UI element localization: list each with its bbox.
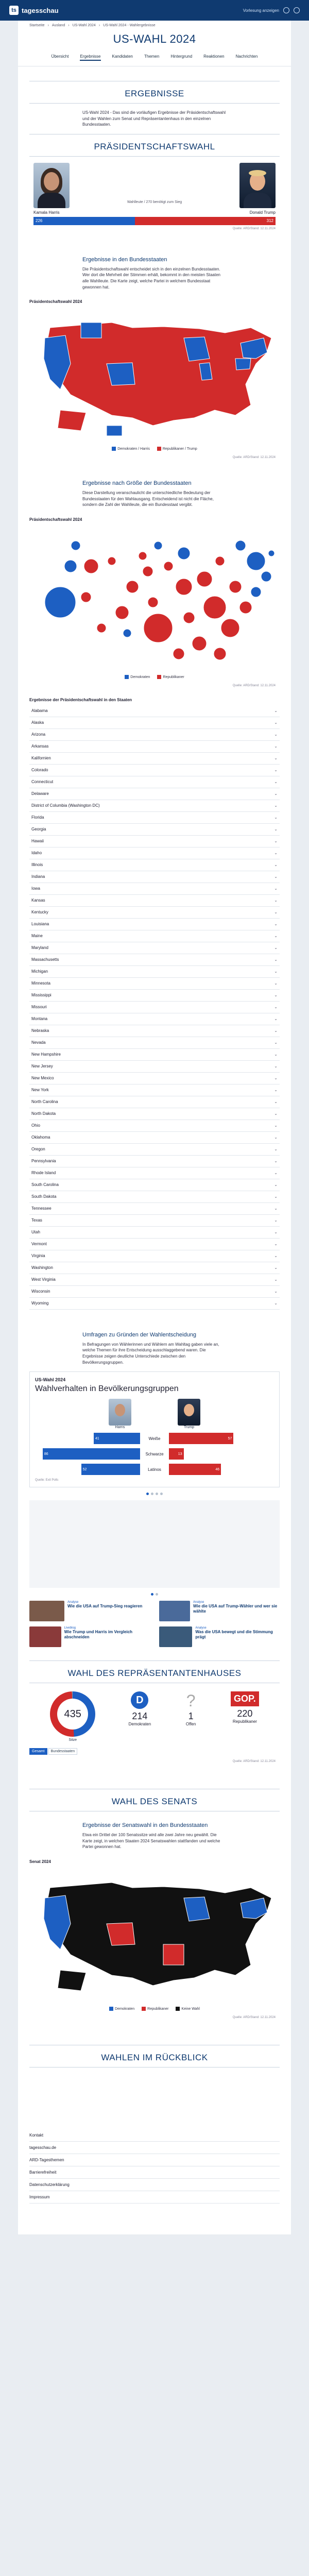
state-row[interactable] bbox=[29, 1286, 280, 1298]
state-row[interactable] bbox=[29, 990, 280, 1002]
state-name: Maine bbox=[31, 934, 43, 939]
footer-link[interactable]: Barrierefreiheit bbox=[29, 2166, 280, 2179]
chevron-down-icon: ⌄ bbox=[274, 768, 278, 773]
state-row[interactable] bbox=[29, 1298, 280, 1310]
chevron-down-icon: ⌄ bbox=[274, 1194, 278, 1199]
breadcrumb-item: US-Wahl 2024 - Wahlergebnisse bbox=[103, 24, 156, 27]
chevron-down-icon: ⌄ bbox=[274, 1218, 278, 1223]
chevron-down-icon: ⌄ bbox=[274, 1123, 278, 1128]
survey-row-label: Weiße bbox=[148, 1436, 161, 1441]
state-row[interactable] bbox=[29, 1179, 280, 1191]
survey-left-name: Harris bbox=[115, 1426, 125, 1430]
state-name: Hawaii bbox=[31, 839, 44, 844]
state-row[interactable] bbox=[29, 1096, 280, 1108]
state-name: Arkansas bbox=[31, 744, 49, 749]
state-row[interactable] bbox=[29, 1203, 280, 1215]
survey-text: Umfragen zu Gründen der Wahlentscheidung In Befragungen von Wählerinnen und Wählern am Wahltag gaben viele an, welche Themen für ihre Entscheidung ausschlaggebend waren. Die Ergebnisse zeigen deutliche Unterschiede zwischen den Bevölkerungsgruppen. bbox=[82, 1331, 219, 1365]
chevron-down-icon: ⌄ bbox=[274, 708, 278, 714]
dem-votes: 226 bbox=[36, 218, 43, 224]
chevron-down-icon: ⌄ bbox=[274, 1253, 278, 1259]
state-name: Vermont bbox=[31, 1242, 47, 1247]
source-note: Quelle: ARD/Stand: 12.11.2024 bbox=[232, 2015, 276, 2019]
state-name: Texas bbox=[31, 1218, 42, 1223]
us-state-map[interactable] bbox=[29, 307, 280, 454]
footer-link[interactable]: Kontakt bbox=[29, 2129, 280, 2142]
candidate-left-name: Kamala Harris bbox=[33, 210, 60, 215]
other-seats: ? 1 Offen bbox=[185, 1691, 196, 1727]
state-row[interactable] bbox=[29, 729, 280, 741]
chevron-down-icon: ⌄ bbox=[274, 874, 278, 879]
state-row[interactable] bbox=[29, 1025, 280, 1037]
senate-heading: WAHL DES SENATS bbox=[29, 1789, 280, 1811]
state-row[interactable] bbox=[29, 705, 280, 717]
trump-portrait bbox=[239, 163, 276, 208]
breadcrumb-item[interactable]: US-Wahl 2024 bbox=[72, 24, 96, 27]
state-name: Missouri bbox=[31, 1005, 47, 1010]
state-name: North Carolina bbox=[31, 1099, 58, 1105]
state-name: Kalifornien bbox=[31, 756, 51, 761]
state-name: Georgia bbox=[31, 827, 46, 832]
state-name: South Carolina bbox=[31, 1182, 59, 1188]
chevron-down-icon: ⌄ bbox=[274, 910, 278, 915]
chevron-down-icon: ⌄ bbox=[274, 1147, 278, 1152]
state-name: South Dakota bbox=[31, 1194, 57, 1199]
state-name: Utah bbox=[31, 1230, 40, 1235]
state-name: Washington bbox=[31, 1265, 53, 1270]
empty-carousel-area bbox=[29, 1500, 280, 1588]
search-icon[interactable] bbox=[283, 7, 289, 13]
state-row[interactable] bbox=[29, 1120, 280, 1132]
state-row[interactable] bbox=[29, 1108, 280, 1120]
source-note: Quelle: ARD/Stand: 12.11.2024 bbox=[232, 227, 276, 230]
chevron-down-icon: ⌄ bbox=[274, 1016, 278, 1022]
subnav-item[interactable]: Hintergrund bbox=[170, 54, 193, 59]
subnav bbox=[18, 51, 291, 66]
footer-link[interactable]: ARD-Tagesthemen bbox=[29, 2154, 280, 2166]
state-row[interactable] bbox=[29, 1049, 280, 1061]
chevron-down-icon: ⌄ bbox=[274, 1099, 278, 1105]
state-row[interactable] bbox=[29, 776, 280, 788]
carousel-dots-2[interactable] bbox=[18, 1588, 291, 1601]
state-list bbox=[29, 705, 280, 1310]
state-name: Indiana bbox=[31, 874, 45, 879]
state-row[interactable] bbox=[29, 1013, 280, 1025]
state-row[interactable] bbox=[29, 859, 280, 871]
senate-map-label: Senat 2024 bbox=[29, 1859, 51, 1864]
state-name: Virginia bbox=[31, 1253, 45, 1259]
state-row[interactable] bbox=[29, 871, 280, 883]
state-row[interactable] bbox=[29, 907, 280, 919]
state-name: Arizona bbox=[31, 732, 46, 737]
top-controls bbox=[243, 7, 300, 13]
state-name: District of Columbia (Washington DC) bbox=[31, 803, 100, 808]
bubble-map-label: Präsidentschaftswahl 2024 bbox=[29, 517, 82, 522]
state-row[interactable] bbox=[29, 966, 280, 978]
chevron-down-icon: ⌄ bbox=[274, 1182, 278, 1188]
state-row[interactable] bbox=[29, 753, 280, 765]
chevron-down-icon: ⌄ bbox=[274, 1135, 278, 1140]
chevron-down-icon: ⌄ bbox=[274, 744, 278, 749]
subnav-item[interactable]: Übersicht bbox=[51, 54, 69, 59]
state-name: Minnesota bbox=[31, 981, 50, 986]
dem-vote-bar bbox=[33, 217, 135, 225]
state-name: New Mexico bbox=[31, 1076, 54, 1081]
chevron-down-icon: ⌄ bbox=[274, 1277, 278, 1282]
survey-bar-right: 13 bbox=[169, 1448, 184, 1460]
senate-text: Ergebnisse der Senatswahl in den Bundesstaaten Etwa ein Drittel der 100 Senatssitze wird alle zwei Jahre neu gewählt. Die Karte zeigt, in welchen Staaten 2024 Senatswahlen stattfanden und welche Partei gewonnen hat. bbox=[82, 1822, 220, 1850]
retro-heading: WAHLEN IM RÜCKBLICK bbox=[29, 2045, 280, 2067]
state-name: Idaho bbox=[31, 851, 42, 856]
teaser[interactable]: Analyse Wie die USA auf Trump-Wähler und wer sie wählte bbox=[159, 1601, 280, 1621]
chevron-down-icon: ⌄ bbox=[274, 815, 278, 820]
state-row[interactable] bbox=[29, 717, 280, 729]
state-name: Kentucky bbox=[31, 910, 48, 915]
state-row[interactable] bbox=[29, 883, 280, 895]
chevron-down-icon: ⌄ bbox=[274, 756, 278, 761]
state-name: Tennessee bbox=[31, 1206, 52, 1211]
chevron-down-icon: ⌄ bbox=[274, 934, 278, 939]
legend-dem: Demokraten bbox=[125, 675, 150, 679]
subnav-item[interactable]: Nachrichten bbox=[235, 54, 258, 59]
chevron-down-icon: ⌄ bbox=[274, 1005, 278, 1010]
survey-bar-left: 86 bbox=[43, 1448, 140, 1460]
state-name: West Virginia bbox=[31, 1277, 56, 1282]
president-heading: PRÄSIDENTSCHAFTSWAHL bbox=[29, 134, 280, 157]
state-name: Ohio bbox=[31, 1123, 40, 1128]
survey-row-label: Latinos bbox=[148, 1467, 161, 1472]
chevron-down-icon: ⌄ bbox=[274, 981, 278, 986]
chevron-down-icon: ⌄ bbox=[274, 922, 278, 927]
state-row[interactable] bbox=[29, 1239, 280, 1250]
survey-bar-right: 57 bbox=[169, 1433, 233, 1444]
survey-right-name: Trump bbox=[184, 1426, 194, 1430]
logo-icon: ts bbox=[9, 6, 19, 15]
chevron-down-icon: ⌄ bbox=[274, 839, 278, 844]
chevron-down-icon: ⌄ bbox=[274, 779, 278, 785]
candidate-right-name: Donald Trump bbox=[249, 210, 276, 215]
chevron-down-icon: ⌄ bbox=[274, 898, 278, 903]
survey-row-label: Schwarze bbox=[145, 1451, 164, 1456]
survey-bar-left: 52 bbox=[81, 1464, 140, 1475]
state-name: Maryland bbox=[31, 945, 48, 951]
state-row[interactable] bbox=[29, 1073, 280, 1084]
chevron-down-icon: ⌄ bbox=[274, 1301, 278, 1306]
state-row[interactable] bbox=[29, 1191, 280, 1203]
state-row[interactable] bbox=[29, 1167, 280, 1179]
state-name: North Dakota bbox=[31, 1111, 56, 1116]
state-row[interactable] bbox=[29, 1132, 280, 1144]
state-name: New York bbox=[31, 1088, 49, 1093]
chevron-down-icon: ⌄ bbox=[274, 1265, 278, 1270]
state-name: Nebraska bbox=[31, 1028, 49, 1033]
state-name: Montana bbox=[31, 1016, 48, 1022]
content bbox=[18, 21, 291, 2234]
dem-seats: D 214 Demokraten bbox=[129, 1691, 151, 1726]
breadcrumb: Startseite › Ausland › US-Wahl 2024 › US-Wahl 2024 - Wahlergebnisse bbox=[29, 24, 156, 27]
chevron-down-icon: ⌄ bbox=[274, 1171, 278, 1176]
chevron-down-icon: ⌄ bbox=[274, 1159, 278, 1164]
chevron-down-icon: ⌄ bbox=[274, 957, 278, 962]
rep-votes: 312 bbox=[266, 218, 273, 224]
state-name: Rhode Island bbox=[31, 1171, 56, 1176]
legend-dem: Demokraten bbox=[109, 2007, 134, 2011]
state-name: Connecticut bbox=[31, 779, 54, 785]
state-name: Iowa bbox=[31, 886, 40, 891]
senate-map[interactable] bbox=[29, 1867, 280, 2014]
state-list-title: Ergebnisse der Präsidentschaftswahl in den Staaten bbox=[29, 697, 132, 702]
survey-card-heading: Wahlverhalten in Bevölkerungsgruppen bbox=[35, 1384, 179, 1394]
state-row[interactable] bbox=[29, 1262, 280, 1274]
state-name: Alabama bbox=[31, 708, 48, 714]
chevron-down-icon: ⌄ bbox=[274, 1076, 278, 1081]
state-row[interactable] bbox=[29, 1084, 280, 1096]
house-tabs bbox=[18, 1745, 291, 1758]
bubble-section-text: Ergebnisse nach Größe der Bundesstaaten Diese Darstellung veranschaulicht die unterschiedliche Bedeutung der Bundesstaaten für den Wahlausgang. Entscheidend ist nicht die Fläche, sondern die Zahl der Wahlleute, die ein Bundesstaat vergibt. bbox=[82, 480, 214, 507]
survey-rows bbox=[35, 1432, 274, 1476]
state-row[interactable] bbox=[29, 942, 280, 954]
tab-gesamt[interactable]: Gesamt bbox=[29, 1748, 47, 1755]
state-row[interactable] bbox=[29, 1274, 280, 1286]
state-row[interactable] bbox=[29, 1215, 280, 1227]
chevron-down-icon: ⌄ bbox=[274, 1206, 278, 1211]
state-name: Oregon bbox=[31, 1147, 45, 1152]
chevron-down-icon: ⌄ bbox=[274, 1289, 278, 1294]
survey-bar-right: 46 bbox=[169, 1464, 221, 1475]
state-name: Nevada bbox=[31, 1040, 46, 1045]
subnav-item[interactable]: Kandidaten bbox=[112, 54, 133, 59]
results-lead: US-Wahl 2024 - Das sind die vorläufigen Ergebnisse der Präsidentschaftswahl und der Wahlen zum Senat und Repräsentantenhaus in den einzelnen Bundesstaaten. bbox=[82, 110, 226, 127]
bubble-legend bbox=[29, 672, 280, 682]
state-row[interactable] bbox=[29, 741, 280, 753]
legend-dem: Demokraten / Harris bbox=[112, 447, 150, 451]
chevron-down-icon: ⌄ bbox=[274, 1242, 278, 1247]
bubble-map[interactable] bbox=[29, 525, 280, 682]
footer-link[interactable]: Datenschutzerklärung bbox=[29, 2179, 280, 2191]
chevron-down-icon: ⌄ bbox=[274, 969, 278, 974]
brand-logo[interactable] bbox=[9, 6, 59, 15]
reader-label[interactable]: Vorlesung anzeigen bbox=[243, 8, 279, 13]
legend-rep: Republikaner bbox=[142, 2007, 168, 2011]
candidate-row bbox=[18, 163, 291, 208]
state-name: Alaska bbox=[31, 720, 44, 725]
state-name: New Jersey bbox=[31, 1064, 53, 1069]
legend-rep: Republikaner bbox=[157, 675, 184, 679]
state-row[interactable] bbox=[29, 824, 280, 836]
survey-card-title: US-Wahl 2024 bbox=[35, 1377, 66, 1383]
map-section-title: Ergebnisse in den Bundesstaaten Die Präsidentschaftswahl entscheidet sich in den einzelnen Bundesstaaten. Wer dort die Mehrheit der Stimmen erhält, bekommt in den meisten Staaten alle Wahlleute. Die Karte zeigt, welche Partei in welchem Bundesstaat gewonnen hat. bbox=[82, 256, 220, 290]
state-row[interactable] bbox=[29, 919, 280, 930]
trump-thumb bbox=[178, 1399, 200, 1426]
map-label: Präsidentschaftswahl 2024 bbox=[29, 299, 82, 304]
state-row[interactable] bbox=[29, 1144, 280, 1156]
state-row[interactable] bbox=[29, 978, 280, 990]
electoral-vote-bar bbox=[33, 217, 276, 225]
survey-card bbox=[29, 1371, 280, 1487]
survey-bar-left: 41 bbox=[94, 1433, 140, 1444]
subnav-item[interactable]: Reaktionen bbox=[203, 54, 225, 59]
harris-portrait bbox=[33, 163, 70, 208]
chevron-down-icon: ⌄ bbox=[274, 791, 278, 796]
source-note: Quelle: ARD/Stand: 12.11.2024 bbox=[232, 684, 276, 687]
state-row[interactable] bbox=[29, 800, 280, 812]
breadcrumb-item[interactable]: Ausland bbox=[52, 24, 65, 27]
brand-name: tagesschau bbox=[22, 6, 59, 14]
state-row[interactable] bbox=[29, 1250, 280, 1262]
footer-bottom bbox=[0, 2234, 309, 2337]
chevron-down-icon: ⌄ bbox=[274, 1064, 278, 1069]
state-name: Mississippi bbox=[31, 993, 52, 998]
state-name: Kansas bbox=[31, 898, 45, 903]
state-name: Florida bbox=[31, 815, 44, 820]
state-row[interactable] bbox=[29, 1002, 280, 1013]
source-note: Quelle: ARD/Stand: 12.11.2024 bbox=[232, 456, 276, 460]
harris-thumb bbox=[109, 1399, 131, 1426]
chevron-down-icon: ⌄ bbox=[274, 993, 278, 998]
chevron-down-icon: ⌄ bbox=[274, 862, 278, 868]
chevron-down-icon: ⌄ bbox=[274, 1088, 278, 1093]
footer-links bbox=[29, 2129, 280, 2204]
state-row[interactable] bbox=[29, 836, 280, 848]
teaser[interactable]: Liveblog Wie Trump und Harris im Vergleich abschneiden bbox=[29, 1626, 150, 1647]
teaser[interactable]: Analyse Wie die USA auf Trump-Sieg reagieren bbox=[29, 1601, 150, 1621]
chevron-down-icon: ⌄ bbox=[274, 827, 278, 832]
state-row[interactable] bbox=[29, 765, 280, 776]
candidate-names bbox=[18, 208, 291, 217]
results-heading: ERGEBNISSE bbox=[29, 81, 280, 104]
state-name: Colorado bbox=[31, 768, 48, 773]
legend-rep: Republikaner / Trump bbox=[157, 447, 197, 451]
survey-row bbox=[35, 1463, 274, 1476]
tab-states[interactable]: Bundesstaaten bbox=[48, 1748, 78, 1755]
chevron-down-icon: ⌄ bbox=[274, 886, 278, 891]
source-note: Quelle: ARD/Stand: 12.11.2024 bbox=[232, 1760, 276, 1764]
subnav-item[interactable]: Themen bbox=[144, 54, 160, 59]
breadcrumb-item[interactable]: Startseite bbox=[29, 24, 45, 27]
state-row[interactable] bbox=[29, 895, 280, 907]
rep-seats: GOP. 220 Republikaner bbox=[231, 1691, 259, 1724]
top-bar bbox=[0, 0, 309, 21]
legend-none: Keine Wahl bbox=[176, 2007, 200, 2011]
state-name: Delaware bbox=[31, 791, 49, 796]
state-name: Pennsylvania bbox=[31, 1159, 56, 1164]
state-name: Oklahoma bbox=[31, 1135, 50, 1140]
footer-link[interactable]: Impressum bbox=[29, 2191, 280, 2204]
state-row[interactable] bbox=[29, 848, 280, 859]
footer-link[interactable]: tagesschau.de bbox=[29, 2142, 280, 2154]
state-name: Wyoming bbox=[31, 1301, 49, 1306]
map-legend bbox=[29, 444, 280, 454]
state-name: New Hampshire bbox=[31, 1052, 61, 1057]
survey-row bbox=[35, 1432, 274, 1445]
state-row[interactable] bbox=[29, 1061, 280, 1073]
state-row[interactable] bbox=[29, 1227, 280, 1239]
state-row[interactable] bbox=[29, 1156, 280, 1167]
chevron-down-icon: ⌄ bbox=[274, 1052, 278, 1057]
state-row[interactable] bbox=[29, 930, 280, 942]
teaser-grid bbox=[18, 1601, 291, 1647]
chevron-down-icon: ⌄ bbox=[274, 732, 278, 737]
state-row[interactable] bbox=[29, 954, 280, 966]
senate-legend bbox=[29, 2004, 280, 2014]
state-name: Massachusetts bbox=[31, 957, 59, 962]
rep-vote-bar bbox=[135, 217, 276, 225]
state-name: Louisiana bbox=[31, 922, 49, 927]
chevron-down-icon: ⌄ bbox=[274, 803, 278, 808]
state-row[interactable] bbox=[29, 812, 280, 824]
state-name: Illinois bbox=[31, 862, 43, 868]
house-summary bbox=[18, 1683, 291, 1745]
state-row[interactable] bbox=[29, 1037, 280, 1049]
chevron-down-icon: ⌄ bbox=[274, 1111, 278, 1116]
menu-icon[interactable] bbox=[294, 7, 300, 13]
survey-source: Quelle: Exit Polls bbox=[35, 1479, 59, 1482]
state-row[interactable] bbox=[29, 788, 280, 800]
chevron-down-icon: ⌄ bbox=[274, 1230, 278, 1235]
chevron-down-icon: ⌄ bbox=[274, 851, 278, 856]
subnav-item-active[interactable]: Ergebnisse bbox=[80, 54, 100, 61]
chevron-down-icon: ⌄ bbox=[274, 1028, 278, 1033]
chevron-down-icon: ⌄ bbox=[274, 945, 278, 951]
seat-ring: 435 bbox=[50, 1691, 95, 1737]
house-total: 435 Sitze bbox=[50, 1691, 95, 1742]
state-name: Michigan bbox=[31, 969, 48, 974]
chevron-down-icon: ⌄ bbox=[274, 720, 278, 725]
house-heading: WAHL DES REPRÄSENTANTENHAUSES bbox=[29, 1660, 280, 1683]
chevron-down-icon: ⌄ bbox=[274, 1040, 278, 1045]
majority-label: Wahlleute / 270 benötigt zum Sieg bbox=[127, 200, 182, 204]
state-name: Wisconsin bbox=[31, 1289, 50, 1294]
page-title: US-WAHL 2024 bbox=[113, 32, 196, 45]
teaser[interactable]: Analyse Was die USA bewegt und die Stimmung prägt bbox=[159, 1626, 280, 1647]
survey-row bbox=[35, 1448, 274, 1460]
carousel-dots[interactable] bbox=[18, 1487, 291, 1500]
